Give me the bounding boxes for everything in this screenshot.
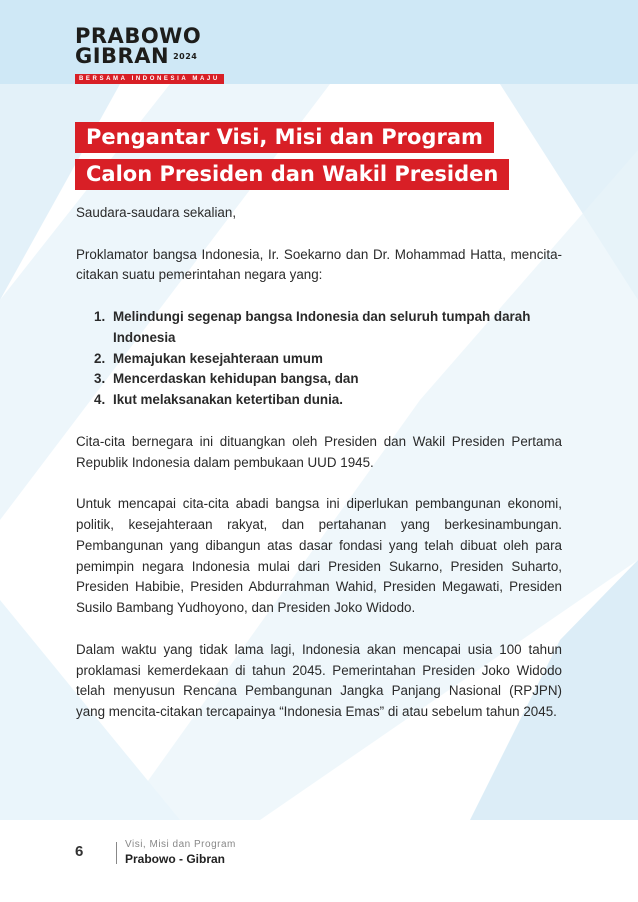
- footer-subtitle: Visi, Misi dan Program: [125, 839, 236, 850]
- logo-line-2-text: GIBRAN: [75, 44, 170, 68]
- body-content: [76, 203, 562, 744]
- list-item-text: Mencerdaskan kehidupan bangsa, dan: [113, 371, 359, 387]
- footer-name: Prabowo - Gibran: [125, 852, 226, 866]
- paragraph-3: Untuk mencapai cita-cita abadi bangsa ini diperlukan pembangunan ekonomi, politik, kesejahteraan rakyat, dan pertahanan yang berkesinambungan. Pembangunan yang dibangun atas dasar fondasi yang telah dibuat oleh para pemimpin negara Indonesia mulai dari Presiden Sukarno, Presiden Suharto, Presiden Habibie, Presiden Abdurrahman Wahid, Presiden Megawati, Presiden Susilo Bambang Yudhoyono, dan Presiden Joko Widodo.: [76, 496, 562, 616]
- goals-list: [76, 307, 562, 411]
- page-title-line-1: Pengantar Visi, Misi dan Program: [75, 122, 494, 153]
- list-item: [76, 349, 562, 370]
- logo-tagline: BERSAMA INDONESIA MAJU: [75, 74, 224, 84]
- list-item-number: 3.: [94, 371, 106, 387]
- page-title-line-2: Calon Presiden dan Wakil Presiden: [75, 159, 509, 190]
- logo-year: 2024: [173, 52, 198, 61]
- list-item-text: Memajukan kesejahteraan umum: [113, 350, 323, 366]
- greeting: Saudara-saudara sekalian,: [76, 205, 237, 220]
- list-item-number: 2.: [94, 350, 106, 366]
- paragraph-2: Cita-cita bernegara ini dituangkan oleh Presiden dan Wakil Presiden Pertama Republik Indonesia dalam pembukaan UUD 1945.: [76, 433, 562, 470]
- paragraph-1: Proklamator bangsa Indonesia, Ir. Soekarno dan Dr. Mohammad Hatta, mencita-citakan suatu pemerintahan negara yang:: [76, 246, 562, 283]
- list-item-text: Ikut melaksanakan ketertiban dunia.: [113, 392, 343, 408]
- list-item-text: Melindungi segenap bangsa Indonesia dan seluruh tumpah darah Indonesia: [113, 308, 531, 345]
- list-item: [76, 307, 562, 349]
- brand-logo: [75, 26, 224, 85]
- list-item-number: 4.: [94, 392, 106, 408]
- list-item-number: 1.: [94, 308, 106, 324]
- footer-divider: [116, 842, 117, 864]
- list-item: [76, 390, 562, 411]
- page-number: 6: [75, 843, 84, 860]
- logo-line-1: PRABOWO: [75, 24, 202, 48]
- list-item: [76, 369, 562, 390]
- paragraph-4: Dalam waktu yang tidak lama lagi, Indonesia akan mencapai usia 100 tahun proklamasi kemerdekaan di tahun 2045. Pemerintahan Presiden Joko Widodo telah menyusun Rencana Pembangunan Jangka Panjang Nasional (RPJPN) yang mencita-citakan tercapainya “Indonesia Emas” di atau sebelum tahun 2045.: [76, 641, 562, 720]
- logo-line-2: [75, 46, 224, 67]
